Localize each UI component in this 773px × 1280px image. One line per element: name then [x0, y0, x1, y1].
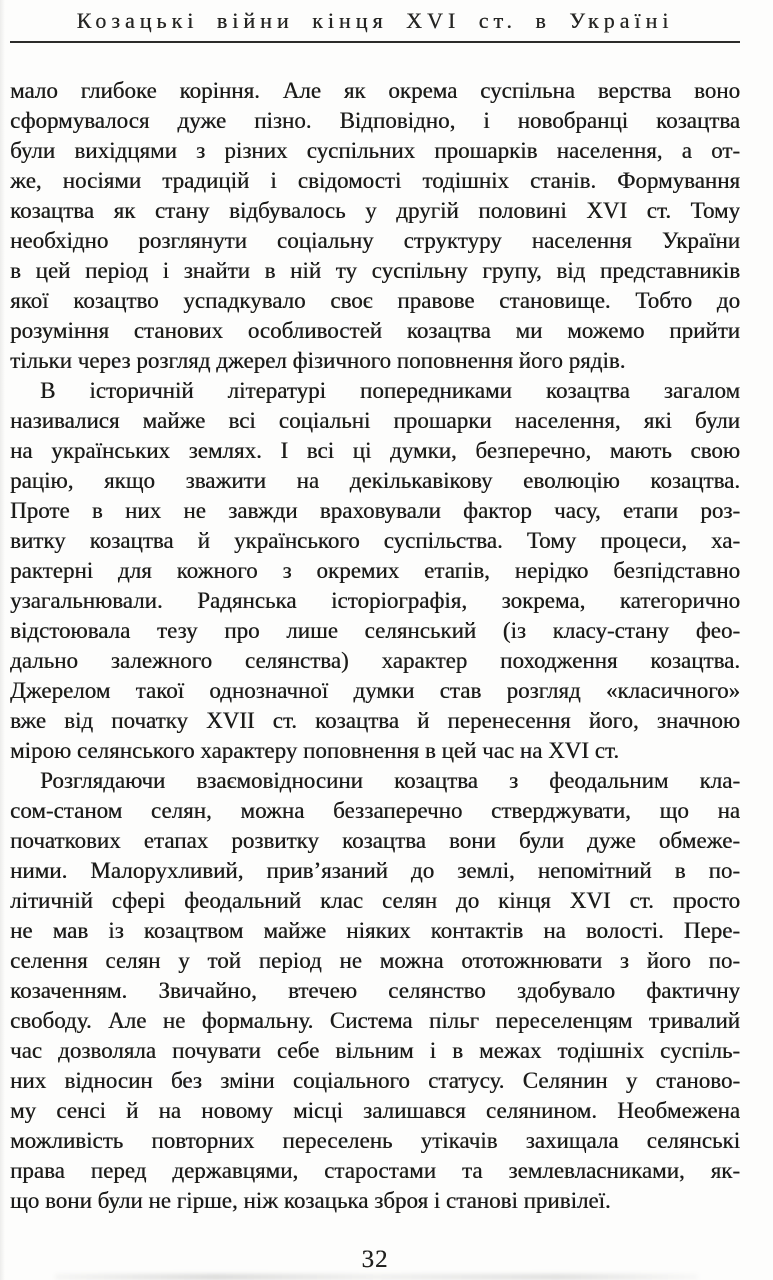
text-line: рактерні для кожного з окремих етапів, нерідко безпідставно [10, 558, 740, 583]
text-line: витку козацтва й українського суспільства. Тому процеси, ха- [10, 528, 740, 553]
text-line: вже від початку XVII ст. козацтва й перенесення його, значною [10, 708, 740, 733]
text-line: дально залежного селянства) характер походження козацтва. [10, 648, 740, 673]
text-line: мірою селянського характеру поповнення в цей час на XVI ст. [10, 738, 619, 763]
text-line: були вихідцями з різних суспільних прошарків населення, а от- [10, 138, 740, 163]
page-number: 32 [361, 1246, 389, 1273]
text-line: козаченням. Звичайно, втечею селянство здобувало фактичну [10, 978, 740, 1003]
text-line: не мав із козацтвом майже ніяких контактів на волості. Пере- [10, 918, 740, 943]
text-line: Проте в них не завжди враховували фактор часу, етапи роз- [10, 498, 740, 523]
text-line: розуміння станових особливостей козацтва ми можемо прийти [10, 318, 740, 343]
text-line: мало глибоке коріння. Але як окрема суспільна верства воно [10, 78, 740, 103]
text-line: тільки через розгляд джерел фізичного поповнення його рядів. [10, 348, 626, 373]
text-line: літичній сфері феодальний клас селян до кінця XVI ст. просто [10, 888, 740, 913]
text-line: рацію, якщо зважити на декількавікову еволюцію козацтва. [10, 468, 740, 493]
text-line: якої козацтво успадкувало своє правове становище. Тобто до [10, 288, 740, 313]
text-line: можливість повторних переселень утікачів захищала селянські [10, 1128, 740, 1153]
text-line: ними. Малорухливий, прив’язаний до землі, непомітний в по- [10, 858, 740, 883]
text-line: в цей період і знайти в ній ту суспільну групу, від представників [10, 258, 740, 283]
text-line: Джерелом такої однозначної думки став розгляд «класичного» [10, 678, 740, 703]
text-line: необхідно розглянути соціальну структуру населення України [10, 228, 740, 253]
text-line: свободу. Але не формальну. Система пільг переселенцям тривалий [10, 1008, 740, 1033]
text-line: Розглядаючи взаємовідносини козацтва з феодальним кла- [40, 768, 740, 793]
text-line: називалися майже всі соціальні прошарки населення, які були [10, 408, 740, 433]
running-header-title: Козацькі війни кінця XVI ст. в Україні [76, 8, 674, 33]
body-text [10, 76, 740, 1216]
text-line: час дозволяла почувати себе вільним і в межах тодішніх суспіль- [10, 1038, 740, 1063]
text-line: початкових етапах розвитку козацтва вони були дуже обмеже- [10, 828, 740, 853]
text-line: що вони були не гірше, ніж козацька зброя і станові привілеї. [10, 1188, 611, 1213]
text-line: на українських землях. І всі ці думки, безперечно, мають свою [10, 438, 740, 463]
text-line: козацтва як стану відбувалось у другій половині XVI ст. Тому [10, 198, 740, 223]
text-line: відстоювала тезу про лише селянський (із класу-стану фео- [10, 618, 740, 643]
text-line: сом-станом селян, можна беззаперечно стверджувати, що на [10, 798, 740, 823]
text-line: права перед державцями, старостами та землевласниками, як- [10, 1158, 740, 1183]
text-line: селення селян у той період не можна ототожнювати з його по- [10, 948, 740, 973]
text-line: них відносин без зміни соціального статусу. Селянин у станово- [10, 1068, 740, 1093]
text-line: сформувалося дуже пізно. Відповідно, і новобранці козацтва [10, 108, 740, 133]
text-line: же, носіями традицій і свідомості тодішніх станів. Формування [10, 168, 740, 193]
header-rule [10, 41, 740, 43]
text-line: му сенсі й на новому місці залишався селянином. Необмежена [10, 1098, 740, 1123]
text-line: узагальнювали. Радянська історіографія, зокрема, категорично [10, 588, 740, 613]
text-line: В історичній літературі попередниками козацтва загалом [40, 378, 740, 403]
